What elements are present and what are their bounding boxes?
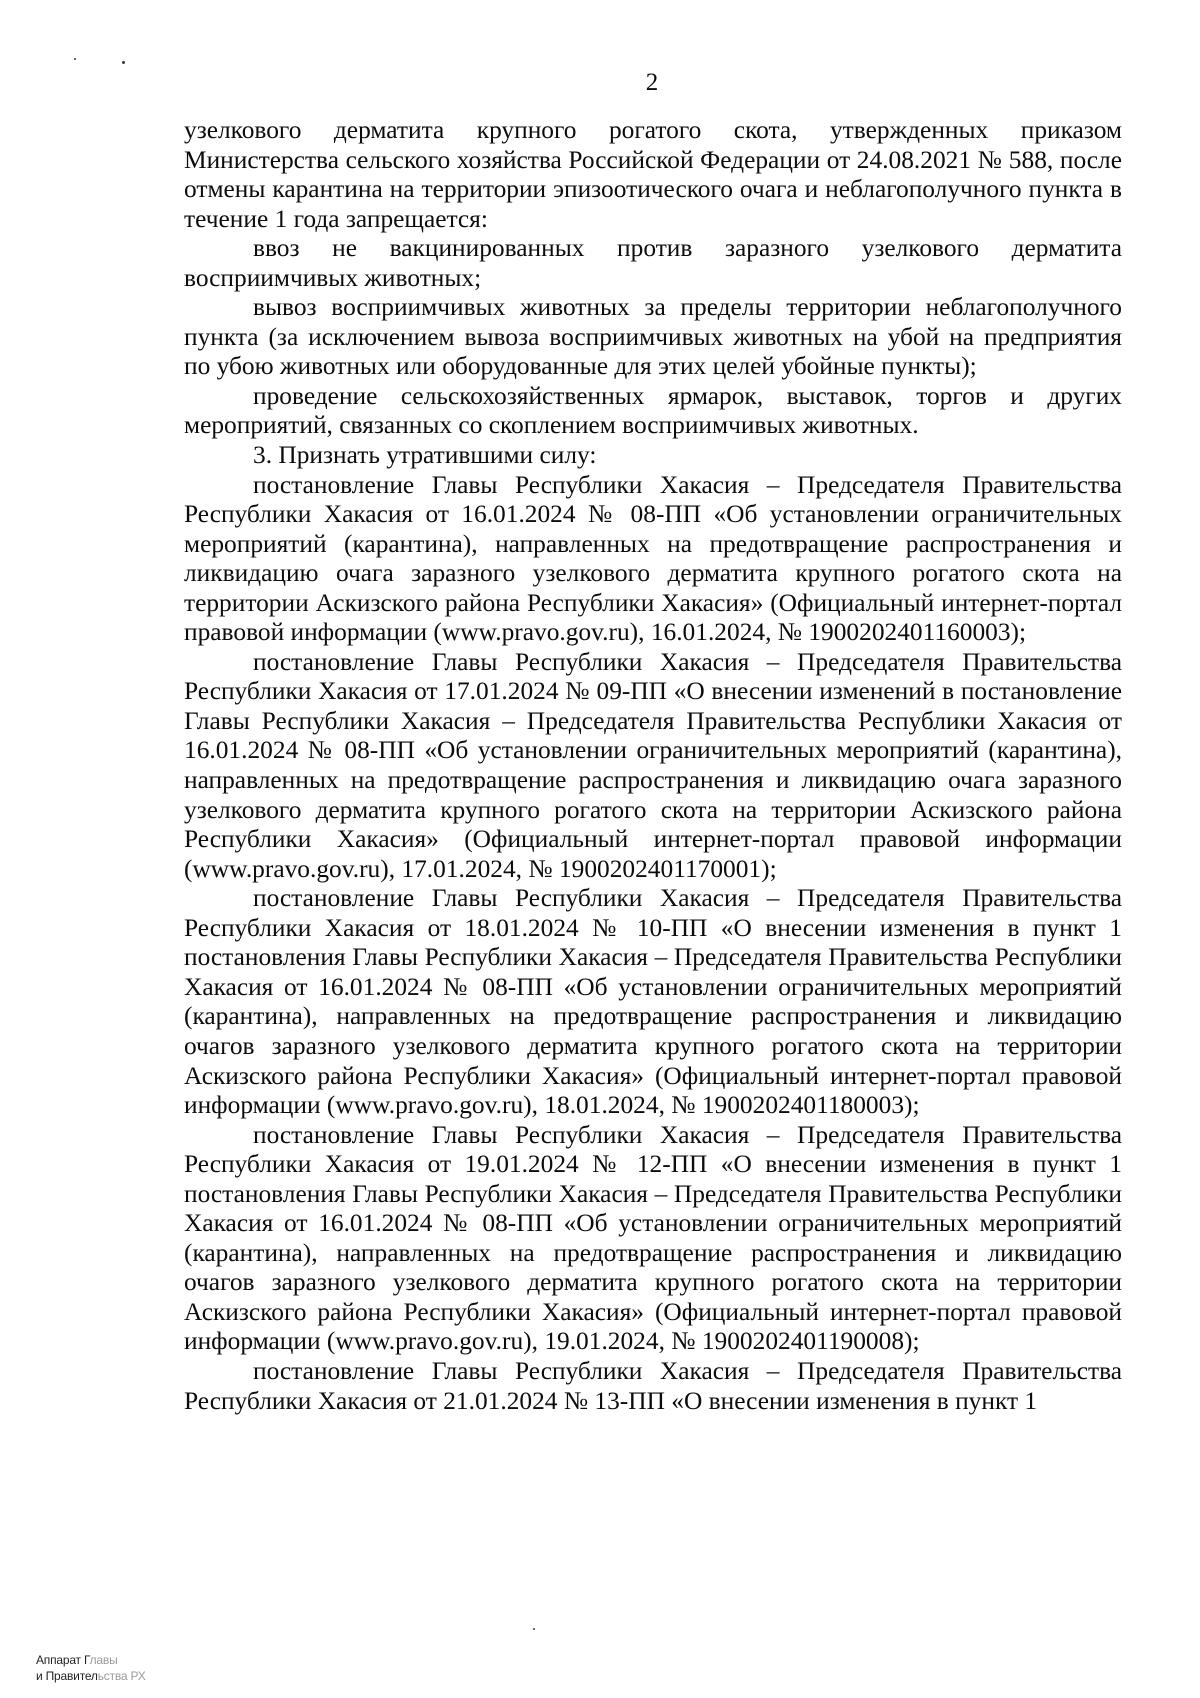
paragraph-decree-13: постановление Главы Республики Хакасия – Председателя Правительства Республики Хакасия от 21.01.2024 № 13-ПП «О внесении изменения в пункт 1 [184,1356,1122,1415]
paragraph-export-ban: вывоз восприимчивых животных за пределы территории неблагополучного пункта (за исключением вывоза восприимчивых животных на убой на предприятия по убою животных или оборудованные для этих целей убойные пункты); [184,293,1122,381]
paragraph-item-3: 3. Признать утратившими силу: [253,441,597,470]
office-stamp-line-1: Аппарат Главы [36,1653,118,1667]
office-stamp-line-2: и Правительства РХ [36,1669,146,1683]
scan-speck [74,58,76,60]
paragraph-events-ban: проведение сельскохозяйственных ярмарок, выставок, торгов и других мероприятий, связанных со скоплением восприимчивых животных. [184,381,1122,440]
page-number: 2 [645,69,659,96]
scan-speck [533,1628,535,1630]
paragraph-continuation: узелкового дерматита крупного рогатого скота, утвержденных приказом Министерства сельского хозяйства Российской Федерации от 24.08.2021 № 588, после отмены карантина на территории эпизоотического очага и неблагополучного пункта в течение 1 года запрещается: [184,116,1122,233]
scan-speck [122,61,125,64]
paragraph-decree-10: постановление Главы Республики Хакасия – Председателя Правительства Республики Хакасия от 18.01.2024 № 10-ПП «О внесении изменения в пункт 1 постановления Главы Республики Хакасия – Председателя Правительства Республики Хакасия от 16.01.2024 № 08-ПП «Об установлении ограничительных мероприятий (карантина), направленных на предотвращение распространения и ликвидацию очагов заразного узелкового дерматита крупного рогатого скота на территории Аскизского района Республики Хакасия» (Официальный интернет-портал правовой информации (www.pravo.gov.ru), 18.01.2024, № 1900202401180003); [184,884,1122,1120]
document-body [184,116,1122,1416]
paragraph-decree-09: постановление Главы Республики Хакасия – Председателя Правительства Республики Хакасия от 17.01.2024 № 09-ПП «О внесении изменений в постановление Главы Республики Хакасия – Председателя Правительства Республики Хакасия от 16.01.2024 № 08-ПП «Об установлении ограничительных мероприятий (карантина), направленных на предотвращение распространения и ликвидацию очага заразного узелкового дерматита крупного рогатого скота на территории Аскизского района Республики Хакасия» (Официальный интернет-портал правовой информации (www.pravo.gov.ru), 17.01.2024, № 1900202401170001); [184,647,1122,883]
office-stamp [36,1652,146,1684]
paragraph-decree-12: постановление Главы Республики Хакасия – Председателя Правительства Республики Хакасия от 19.01.2024 № 12-ПП «О внесении изменения в пункт 1 постановления Главы Республики Хакасия – Председателя Правительства Республики Хакасия от 16.01.2024 № 08-ПП «Об установлении ограничительных мероприятий (карантина), направленных на предотвращение распространения и ликвидацию очагов заразного узелкового дерматита крупного рогатого скота на территории Аскизского района Республики Хакасия» (Официальный интернет-портал правовой информации (www.pravo.gov.ru), 19.01.2024, № 1900202401190008); [184,1120,1122,1356]
paragraph-import-ban: ввоз не вакцинированных против заразного узелкового дерматита восприимчивых животных; [184,234,1122,292]
paragraph-decree-08: постановление Главы Республики Хакасия – Председателя Правительства Республики Хакасия от 16.01.2024 № 08-ПП «Об установлении ограничительных мероприятий (карантина), направленных на предотвращение распространения и ликвидацию очага заразного узелкового дерматита крупного рогатого скота на территории Аскизского района Республики Хакасия» (Официальный интернет-портал правовой информации (www.pravo.gov.ru), 16.01.2024, № 1900202401160003); [184,470,1122,647]
